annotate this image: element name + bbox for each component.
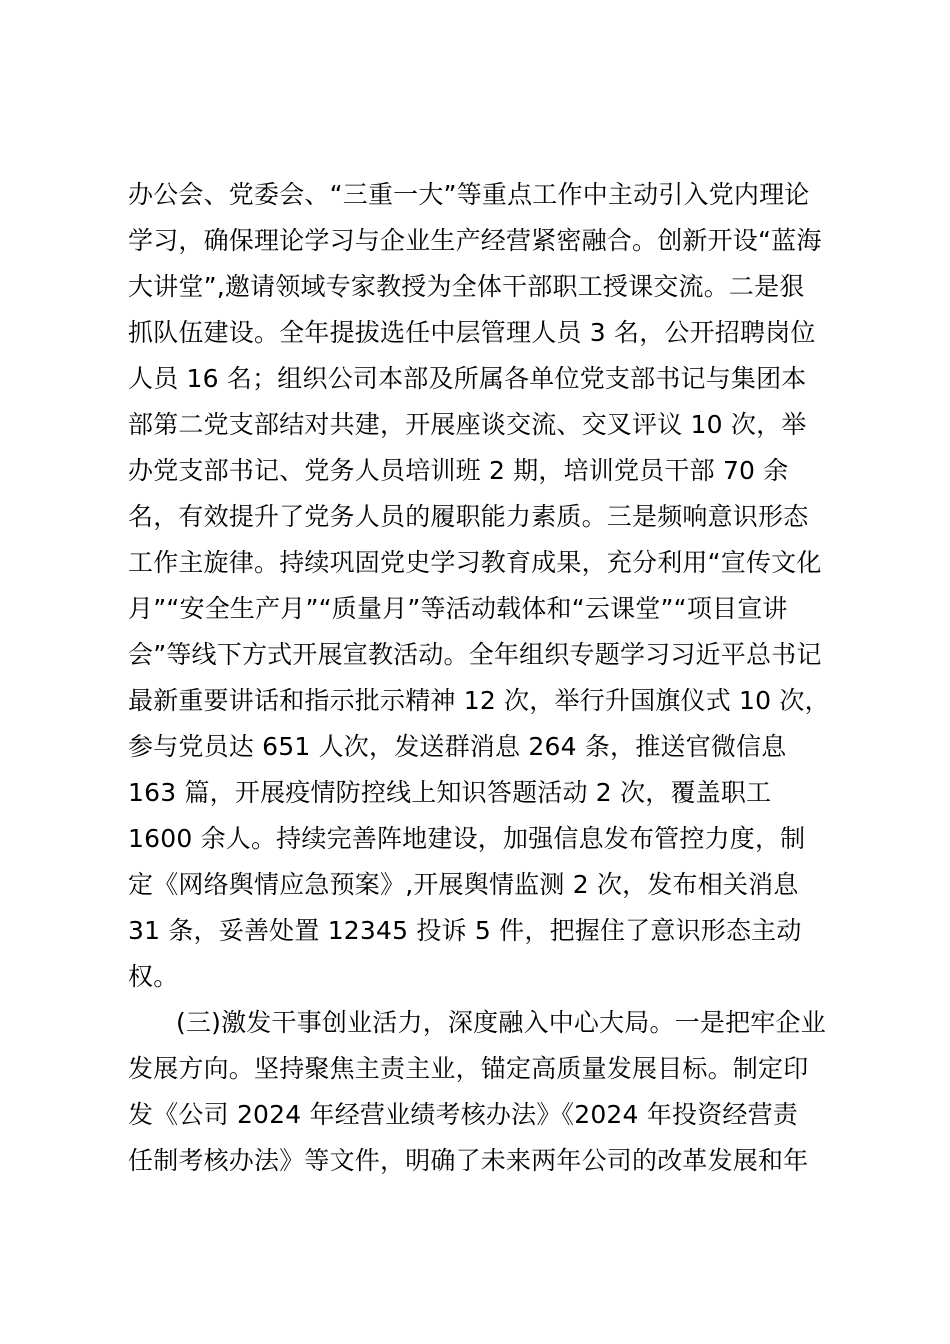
text-line: 会”等线下方式开展宣教活动。全年组织专题学习习近平总书记 <box>128 640 822 669</box>
section-heading-line: (三)激发干事创业活力，深度融入中心大局。一是把牢企业 <box>176 1008 826 1037</box>
text-line: 权。 <box>128 962 179 991</box>
text-line: 大讲堂”,邀请领域专家教授为全体干部职工授课交流。二是狠 <box>128 272 805 301</box>
text-line: 名，有效提升了党务人员的履职能力素质。三是频响意识形态 <box>128 502 809 531</box>
text-line: 学习，确保理论学习与企业生产经营紧密融合。创新开设“蓝海 <box>128 226 822 255</box>
text-line: 参与党员达 651 人次，发送群消息 264 条，推送官微信息 <box>128 732 787 761</box>
text-line: 部第二党支部结对共建，开展座谈交流、交叉评议 10 次，举 <box>128 410 807 439</box>
text-line: 发《公司 2024 年经营业绩考核办法》《2024 年投资经营责 <box>128 1100 798 1129</box>
text-line: 抓队伍建设。全年提拔选任中层管理人员 3 名，公开招聘岗位 <box>128 318 816 347</box>
text-line: 31 条，妥善处置 12345 投诉 5 件，把握住了意识形态主动 <box>128 916 802 945</box>
text-line: 工作主旋律。持续巩固党史学习教育成果，充分利用“宣传文化 <box>128 548 822 577</box>
text-line: 月”“安全生产月”“质量月”等活动载体和“云课堂”“项目宣讲 <box>128 594 788 623</box>
text-line: 163 篇，开展疫情防控线上知识答题活动 2 次，覆盖职工 <box>128 778 772 807</box>
text-line: 办公会、党委会、“三重一大”等重点工作中主动引入党内理论 <box>128 180 810 209</box>
text-line: 1600 余人。持续完善阵地建设，加强信息发布管控力度，制 <box>128 824 806 853</box>
text-line: 发展方向。坚持聚焦主责主业，锚定高质量发展目标。制定印 <box>128 1054 809 1083</box>
text-line: 办党支部书记、党务人员培训班 2 期，培训党员干部 70 余 <box>128 456 789 485</box>
body-text <box>128 172 848 1184</box>
text-line: 人员 16 名；组织公司本部及所属各单位党支部书记与集团本 <box>128 364 807 393</box>
text-line: 定《网络舆情应急预案》,开展舆情监测 2 次，发布相关消息 <box>128 870 799 899</box>
text-line: 任制考核办法》等文件，明确了未来两年公司的改革发展和年 <box>128 1146 809 1175</box>
text-line: 最新重要讲话和指示批示精神 12 次，举行升国旗仪式 10 次， <box>128 686 830 715</box>
